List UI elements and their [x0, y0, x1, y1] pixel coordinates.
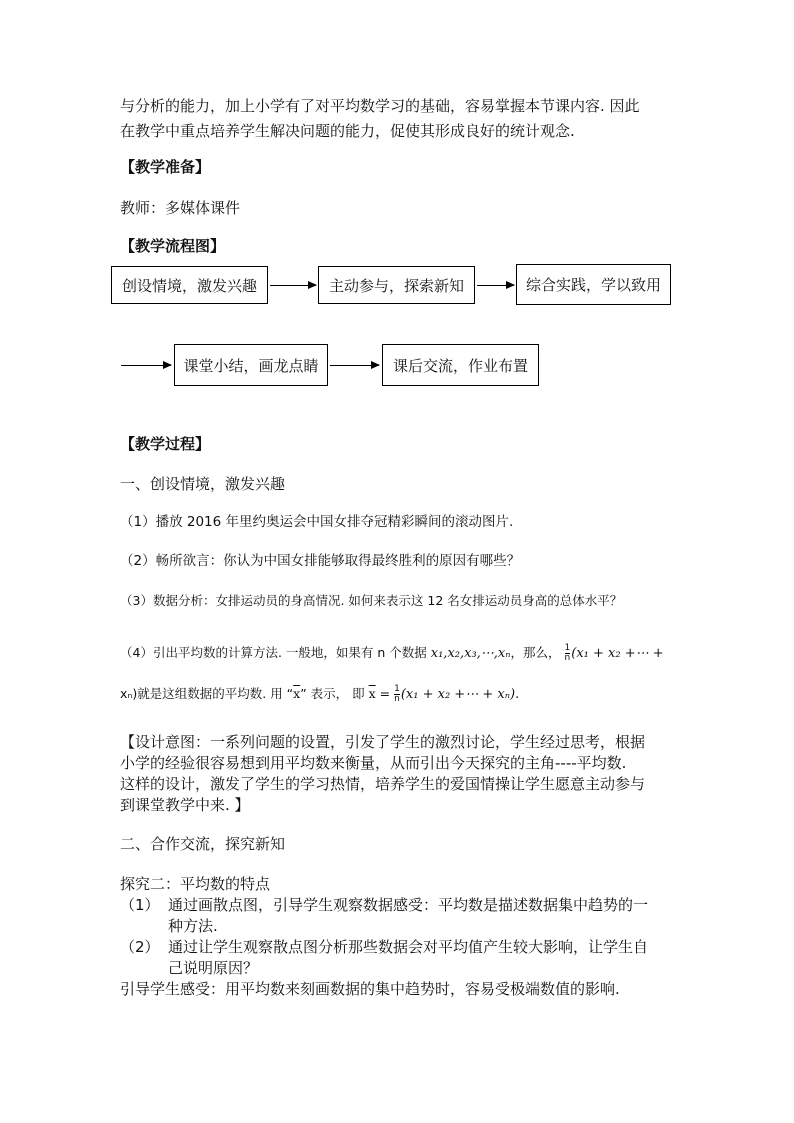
item4-data-list: x₁,x₂,x₃,⋯,xₙ — [430, 646, 511, 661]
explore-item-2-line-2: 己说明原因？ — [168, 959, 259, 977]
guide-text: 引导学生感受：用平均数来刻画数据的集中趋势时，容易受极端数值的影响. — [120, 980, 620, 998]
explore-item-2-line-1: 通过让学生观察散点图分析那些数据会对平均值产生较大影响，让学生自 — [168, 938, 649, 956]
item4-mean-expression: (x₁ + x₂ +⋯ + xₙ). — [400, 687, 520, 702]
process-item-4-line-1 — [120, 643, 664, 664]
flow-step-5: 课后交流，作业布置 — [382, 344, 539, 386]
x-bar-symbol-2: $\overline{x}$ — [368, 686, 376, 701]
flow-heading: 【教学流程图】 — [120, 237, 226, 255]
process-item-2: （2）畅所欲言：你认为中国女排能够取得最终胜利的原因有哪些？ — [120, 553, 521, 569]
explore-item-2-number: （2） — [120, 938, 160, 956]
item4-text-c: xₙ)就是这组数据的平均数. 用 “ — [120, 686, 294, 701]
process-item-4-line-2: xₙ)就是这组数据的平均数. 用 “$\overline{x}$” 表示， 即 $\overline{x}$ = $\frac{1}{n}$ (x₁ + x₂ +⋯ + xₙ). — [120, 684, 520, 704]
fraction-one-over-n-2: $\frac{1}{n}$ — [394, 684, 400, 704]
flow-arrow-3 — [121, 365, 171, 366]
section-1-title: 一、创设情境，激发兴趣 — [120, 475, 286, 493]
intro-line-2: 在教学中重点培养学生解决问题的能力，促使其形成良好的统计观念. — [120, 122, 575, 140]
intent-line-4: 到课堂教学中来. 】 — [120, 796, 250, 814]
prep-teacher: 教师：多媒体课件 — [120, 199, 241, 217]
explore-title: 探究二：平均数的特点 — [120, 875, 271, 893]
prep-heading: 【教学准备】 — [120, 158, 211, 176]
flow-arrow-1 — [270, 285, 316, 286]
item4-text-a: （4）引出平均数的计算方法. 一般地，如果有 n 个数据 — [120, 645, 427, 660]
flow-step-1: 创设情境，激发兴趣 — [111, 266, 268, 304]
flow-arrow-4 — [330, 365, 379, 366]
flow-step-4: 课堂小结，画龙点睛 — [174, 344, 328, 386]
flow-arrow-2 — [477, 285, 514, 286]
flow-step-2: 主动参与，探索新知 — [318, 266, 475, 304]
item4-text-d: ” 表示， 即 — [300, 686, 365, 701]
item4-sum-expression: (x₁ + x₂ +⋯ + — [571, 646, 664, 661]
process-item-1: （1）播放 2016 年里约奥运会中国女排夺冠精彩瞬间的滚动图片. — [120, 514, 514, 530]
x-bar-symbol: $\overline{x}$ — [293, 686, 301, 701]
intent-line-2: 小学的经验很容易想到用平均数来衡量，从而引出今天探究的主角----平均数. — [120, 754, 627, 772]
fraction-one-over-n: $\frac{1}{n}$ — [564, 643, 571, 663]
process-heading: 【教学过程】 — [120, 435, 211, 453]
intent-line-3: 这样的设计，激发了学生的学习热情，培养学生的爱国情操让学生愿意主动参与 — [120, 775, 646, 793]
explore-item-1-line-1: 通过画散点图，引导学生观察数据感受：平均数是描述数据集中趋势的一 — [168, 896, 649, 914]
process-item-3: （3）数据分析：女排运动员的身高情况. 如何来表示这 12 名女排运动员身高的总体水平？ — [120, 593, 623, 608]
flow-step-3: 综合实践，学以致用 — [516, 264, 671, 305]
intro-line-1: 与分析的能力，加上小学有了对平均数学习的基础，容易掌握本节课内容. 因此 — [120, 97, 640, 115]
explore-item-1-number: （1） — [120, 896, 160, 914]
section-2-title: 二、合作交流，探究新知 — [120, 835, 286, 853]
explore-item-1-line-2: 种方法. — [168, 917, 218, 935]
intent-line-1: 【设计意图：一系列问题的设置，引发了学生的激烈讨论，学生经过思考，根据 — [120, 733, 646, 751]
item4-text-b: ，那么， — [510, 645, 561, 660]
